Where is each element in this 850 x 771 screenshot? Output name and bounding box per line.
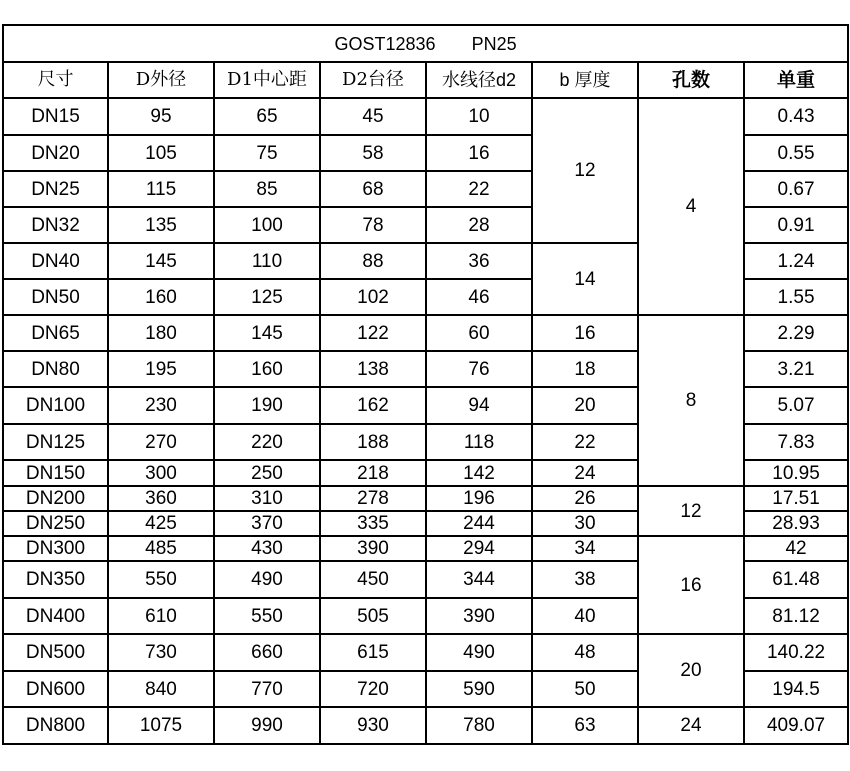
hole-count-cell: 16 — [638, 536, 744, 634]
center-distance-cell: 490 — [214, 561, 320, 598]
raised-face-diameter-cell: 58 — [320, 135, 426, 171]
waterline-diameter-cell: 94 — [426, 387, 532, 424]
size-cell: DN300 — [3, 536, 108, 561]
header-row — [3, 62, 848, 98]
waterline-diameter-cell: 390 — [426, 598, 532, 634]
unit-weight-cell: 7.83 — [744, 424, 848, 460]
size-cell: DN250 — [3, 511, 108, 536]
raised-face-diameter-cell: 278 — [320, 486, 426, 511]
table-title — [3, 25, 848, 62]
size-cell: DN50 — [3, 279, 108, 315]
center-distance-cell: 75 — [214, 135, 320, 171]
unit-weight-cell: 0.43 — [744, 98, 848, 135]
center-distance-cell: 65 — [214, 98, 320, 135]
outer-diameter-cell: 360 — [108, 486, 214, 511]
raised-face-diameter-cell: 505 — [320, 598, 426, 634]
header-hole-count: 孔数 — [638, 62, 744, 98]
thickness-cell: 20 — [532, 387, 638, 424]
hole-count-cell: 24 — [638, 707, 744, 744]
waterline-diameter-cell: 244 — [426, 511, 532, 536]
raised-face-diameter-cell: 122 — [320, 315, 426, 351]
center-distance-cell: 550 — [214, 598, 320, 634]
thickness-cell: 38 — [532, 561, 638, 598]
waterline-diameter-cell: 590 — [426, 671, 532, 707]
size-cell: DN200 — [3, 486, 108, 511]
waterline-diameter-cell: 10 — [426, 98, 532, 135]
waterline-diameter-cell: 780 — [426, 707, 532, 744]
header-center-distance: D1中心距 — [214, 62, 320, 98]
unit-weight-cell: 5.07 — [744, 387, 848, 424]
thickness-cell: 48 — [532, 634, 638, 671]
thickness-cell: 24 — [532, 460, 638, 486]
center-distance-cell: 220 — [214, 424, 320, 460]
unit-weight-cell: 10.95 — [744, 460, 848, 486]
unit-weight-cell: 28.93 — [744, 511, 848, 536]
center-distance-cell: 110 — [214, 243, 320, 279]
size-cell: DN20 — [3, 135, 108, 171]
center-distance-cell: 250 — [214, 460, 320, 486]
unit-weight-cell: 42 — [744, 536, 848, 561]
waterline-diameter-cell: 142 — [426, 460, 532, 486]
outer-diameter-cell: 270 — [108, 424, 214, 460]
outer-diameter-cell: 1075 — [108, 707, 214, 744]
size-cell: DN40 — [3, 243, 108, 279]
table-row — [3, 634, 848, 671]
size-cell: DN350 — [3, 561, 108, 598]
size-cell: DN25 — [3, 171, 108, 207]
hole-count-cell: 20 — [638, 634, 744, 707]
raised-face-diameter-cell: 390 — [320, 536, 426, 561]
center-distance-cell: 145 — [214, 315, 320, 351]
size-cell: DN125 — [3, 424, 108, 460]
raised-face-diameter-cell: 450 — [320, 561, 426, 598]
outer-diameter-cell: 425 — [108, 511, 214, 536]
raised-face-diameter-cell: 102 — [320, 279, 426, 315]
raised-face-diameter-cell: 335 — [320, 511, 426, 536]
thickness-cell: 50 — [532, 671, 638, 707]
center-distance-cell: 660 — [214, 634, 320, 671]
raised-face-diameter-cell: 138 — [320, 351, 426, 387]
raised-face-diameter-cell: 45 — [320, 98, 426, 135]
pressure-label: PN25 — [471, 33, 517, 54]
waterline-diameter-cell: 46 — [426, 279, 532, 315]
outer-diameter-cell: 180 — [108, 315, 214, 351]
waterline-diameter-cell: 76 — [426, 351, 532, 387]
table-row — [3, 707, 848, 744]
hole-count-cell: 8 — [638, 315, 744, 486]
outer-diameter-cell: 95 — [108, 98, 214, 135]
raised-face-diameter-cell: 68 — [320, 171, 426, 207]
waterline-diameter-cell: 490 — [426, 634, 532, 671]
unit-weight-cell: 61.48 — [744, 561, 848, 598]
outer-diameter-cell: 145 — [108, 243, 214, 279]
unit-weight-cell: 2.29 — [744, 315, 848, 351]
unit-weight-cell: 17.51 — [744, 486, 848, 511]
center-distance-cell: 100 — [214, 207, 320, 243]
center-distance-cell: 160 — [214, 351, 320, 387]
table-row — [3, 536, 848, 561]
outer-diameter-cell: 160 — [108, 279, 214, 315]
outer-diameter-cell: 115 — [108, 171, 214, 207]
raised-face-diameter-cell: 720 — [320, 671, 426, 707]
thickness-cell: 16 — [532, 315, 638, 351]
table-row — [3, 98, 848, 135]
unit-weight-cell: 3.21 — [744, 351, 848, 387]
center-distance-cell: 430 — [214, 536, 320, 561]
gost12836-pn25-flange-table — [2, 24, 849, 745]
outer-diameter-cell: 135 — [108, 207, 214, 243]
outer-diameter-cell: 230 — [108, 387, 214, 424]
header-raised-face-diameter: D2台径 — [320, 62, 426, 98]
raised-face-diameter-cell: 930 — [320, 707, 426, 744]
size-cell: DN32 — [3, 207, 108, 243]
center-distance-cell: 990 — [214, 707, 320, 744]
size-cell: DN800 — [3, 707, 108, 744]
thickness-cell: 18 — [532, 351, 638, 387]
raised-face-diameter-cell: 88 — [320, 243, 426, 279]
size-cell: DN15 — [3, 98, 108, 135]
header-size: 尺寸 — [3, 62, 108, 98]
thickness-cell: 14 — [532, 243, 638, 315]
outer-diameter-cell: 485 — [108, 536, 214, 561]
center-distance-cell: 310 — [214, 486, 320, 511]
waterline-diameter-cell: 196 — [426, 486, 532, 511]
center-distance-cell: 190 — [214, 387, 320, 424]
unit-weight-cell: 409.07 — [744, 707, 848, 744]
thickness-cell: 34 — [532, 536, 638, 561]
hole-count-cell: 4 — [638, 98, 744, 315]
raised-face-diameter-cell: 188 — [320, 424, 426, 460]
size-cell: DN100 — [3, 387, 108, 424]
outer-diameter-cell: 610 — [108, 598, 214, 634]
center-distance-cell: 770 — [214, 671, 320, 707]
size-cell: DN150 — [3, 460, 108, 486]
thickness-cell: 30 — [532, 511, 638, 536]
size-cell: DN80 — [3, 351, 108, 387]
raised-face-diameter-cell: 162 — [320, 387, 426, 424]
outer-diameter-cell: 300 — [108, 460, 214, 486]
outer-diameter-cell: 840 — [108, 671, 214, 707]
unit-weight-cell: 194.5 — [744, 671, 848, 707]
center-distance-cell: 125 — [214, 279, 320, 315]
table-row — [3, 486, 848, 511]
standard-label: GOST12836 — [334, 33, 436, 54]
unit-weight-cell: 1.55 — [744, 279, 848, 315]
waterline-diameter-cell: 28 — [426, 207, 532, 243]
raised-face-diameter-cell: 218 — [320, 460, 426, 486]
size-cell: DN500 — [3, 634, 108, 671]
unit-weight-cell: 0.67 — [744, 171, 848, 207]
size-cell: DN400 — [3, 598, 108, 634]
unit-weight-cell: 81.12 — [744, 598, 848, 634]
outer-diameter-cell: 105 — [108, 135, 214, 171]
size-cell: DN600 — [3, 671, 108, 707]
unit-weight-cell: 0.55 — [744, 135, 848, 171]
outer-diameter-cell: 730 — [108, 634, 214, 671]
header-unit-weight: 单重 — [744, 62, 848, 98]
outer-diameter-cell: 550 — [108, 561, 214, 598]
hole-count-cell: 12 — [638, 486, 744, 536]
center-distance-cell: 85 — [214, 171, 320, 207]
center-distance-cell: 370 — [214, 511, 320, 536]
outer-diameter-cell: 195 — [108, 351, 214, 387]
thickness-cell: 40 — [532, 598, 638, 634]
header-waterline-diameter: 水线径d2 — [426, 62, 532, 98]
raised-face-diameter-cell: 615 — [320, 634, 426, 671]
waterline-diameter-cell: 22 — [426, 171, 532, 207]
waterline-diameter-cell: 344 — [426, 561, 532, 598]
table-row — [3, 315, 848, 351]
thickness-cell: 22 — [532, 424, 638, 460]
unit-weight-cell: 140.22 — [744, 634, 848, 671]
thickness-cell: 63 — [532, 707, 638, 744]
header-thickness: b 厚度 — [532, 62, 638, 98]
waterline-diameter-cell: 16 — [426, 135, 532, 171]
waterline-diameter-cell: 60 — [426, 315, 532, 351]
unit-weight-cell: 0.91 — [744, 207, 848, 243]
waterline-diameter-cell: 118 — [426, 424, 532, 460]
thickness-cell: 26 — [532, 486, 638, 511]
thickness-cell: 12 — [532, 98, 638, 243]
raised-face-diameter-cell: 78 — [320, 207, 426, 243]
size-cell: DN65 — [3, 315, 108, 351]
waterline-diameter-cell: 294 — [426, 536, 532, 561]
waterline-diameter-cell: 36 — [426, 243, 532, 279]
unit-weight-cell: 1.24 — [744, 243, 848, 279]
header-outer-diameter: D外径 — [108, 62, 214, 98]
